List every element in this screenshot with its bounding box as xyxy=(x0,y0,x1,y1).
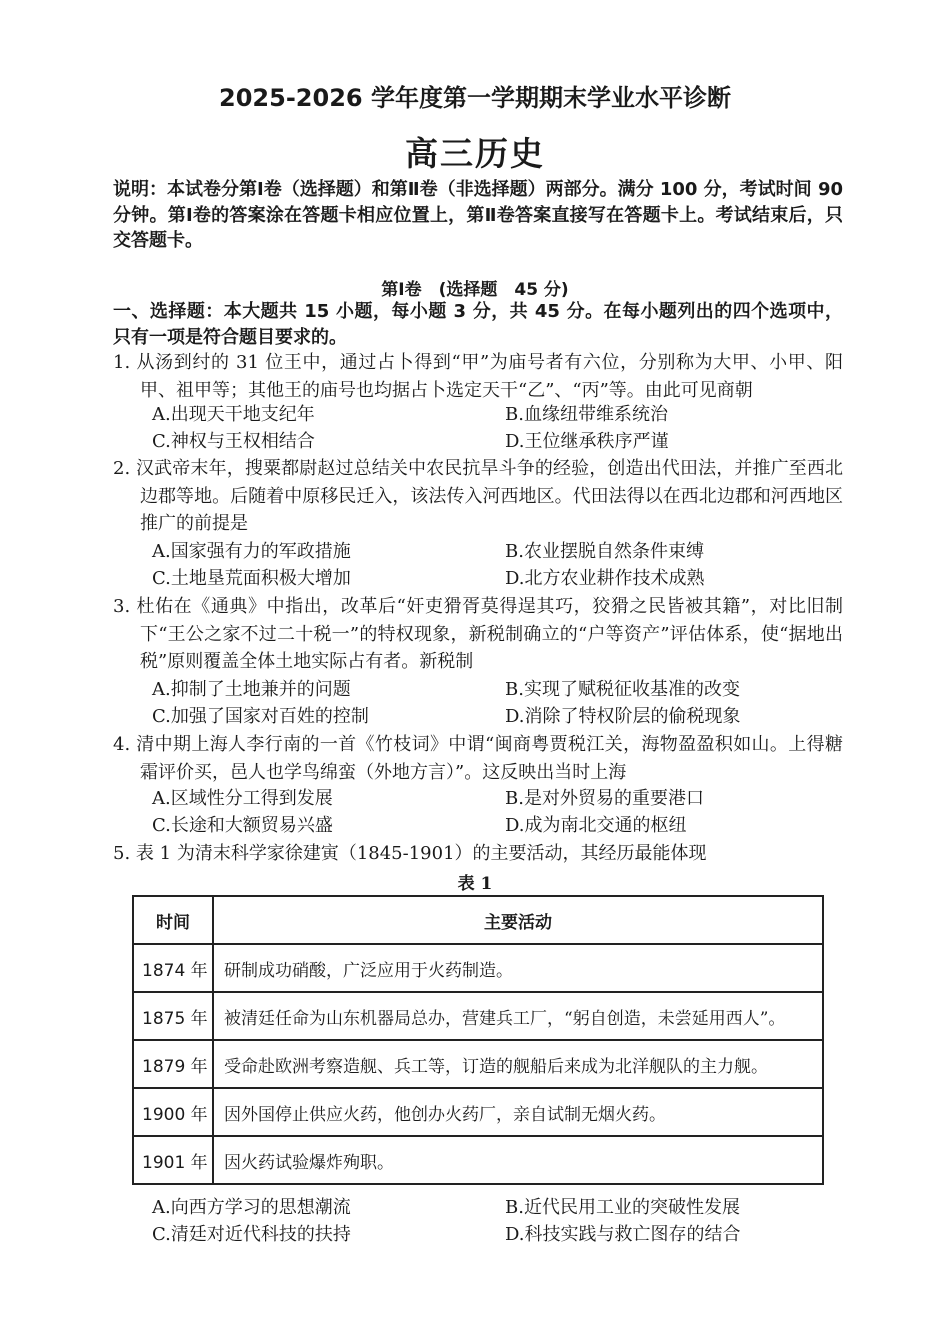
question-stem: 从汤到纣的 31 位王中，通过占卜得到“甲”为庙号者有六位，分别称为大甲、小甲、阳甲、祖甲等；其他王的庙号也均据占卜选定天干“乙”、“丙”等。由此可见商朝 xyxy=(136,352,843,401)
section-intro: 一、选择题：本大题共 15 小题，每小题 3 分，共 45 分。在每小题列出的四个选项中，只有一项是符合题目要求的。 xyxy=(113,301,843,348)
option-b[interactable]: B.是对外贸易的重要港口 xyxy=(505,788,704,809)
row-activity: 因火药试验爆炸殉职。 xyxy=(213,1136,823,1184)
row-year: 1874 年 xyxy=(133,944,213,992)
question-stem: 汉武帝末年，搜粟都尉赵过总结关中农民抗旱斗争的经验，创造出代田法，并推广至西北边郡等地。后随着中原移民迁入，该法传入河西地区。代田法得以在西北边郡和河西地区推广的前提是 xyxy=(136,458,843,534)
row-activity: 研制成功硝酸，广泛应用于火药制造。 xyxy=(213,944,823,992)
question-4-options xyxy=(152,785,852,839)
row-activity: 受命赴欧洲考察造舰、兵工等，订造的舰船后来成为北洋舰队的主力舰。 xyxy=(213,1040,823,1088)
option-c[interactable]: C.清廷对近代科技的扶持 xyxy=(152,1224,351,1245)
option-d[interactable]: D.成为南北交通的枢纽 xyxy=(505,815,687,836)
row-year: 1900 年 xyxy=(133,1088,213,1136)
option-a[interactable]: A.向西方学习的思想潮流 xyxy=(152,1197,351,1218)
row-activity: 被清廷任命为山东机器局总办，营建兵工厂，“躬自创造，未尝延用西人”。 xyxy=(213,992,823,1040)
header-activity: 主要活动 xyxy=(213,896,823,944)
exam-subject: 高三历史 xyxy=(405,134,545,173)
table-caption: 表 1 xyxy=(457,874,493,894)
option-c[interactable]: C.神权与王权相结合 xyxy=(152,431,315,452)
question-1-options xyxy=(152,401,852,455)
instructions-label: 说明： xyxy=(113,179,168,200)
option-a[interactable]: A.出现天干地支纪年 xyxy=(152,404,315,425)
option-b[interactable]: B.近代民用工业的突破性发展 xyxy=(505,1197,740,1218)
question-2-options xyxy=(152,538,852,592)
question-5-options xyxy=(152,1194,852,1248)
table-header-row xyxy=(133,896,823,944)
option-b[interactable]: B.实现了赋税征收基准的改变 xyxy=(505,679,740,700)
question-3-options xyxy=(152,676,852,730)
question-number: 2. xyxy=(113,458,131,479)
question-3 xyxy=(113,593,843,676)
option-c[interactable]: C.加强了国家对百姓的控制 xyxy=(152,706,369,727)
exam-title: 2025-2026 学年度第一学期期末学业水平诊断 xyxy=(219,84,731,112)
option-a[interactable]: A.国家强有力的军政措施 xyxy=(152,541,351,562)
instructions-text: 本试卷分第Ⅰ卷（选择题）和第Ⅱ卷（非选择题）两部分。满分 100 分，考试时间 90 分钟。第Ⅰ卷的答案涂在答题卡相应位置上，第Ⅱ卷答案直接写在答题卡上。考试结束后，只交答题卡。 xyxy=(113,179,844,251)
table-row xyxy=(133,1088,823,1136)
option-a[interactable]: A.区域性分工得到发展 xyxy=(152,788,333,809)
option-b[interactable]: B.农业摆脱自然条件束缚 xyxy=(505,541,704,562)
question-stem: 表 1 为清末科学家徐建寅（1845-1901）的主要活动，其经历最能体现 xyxy=(135,843,707,864)
question-1 xyxy=(113,349,843,404)
row-year: 1879 年 xyxy=(133,1040,213,1088)
table-row xyxy=(133,1040,823,1088)
option-d[interactable]: D.科技实践与救亡图存的结合 xyxy=(505,1224,741,1245)
question-number: 4. xyxy=(113,734,131,755)
question-5 xyxy=(113,840,843,868)
table-row xyxy=(133,992,823,1040)
row-year: 1875 年 xyxy=(133,992,213,1040)
header-time: 时间 xyxy=(133,896,213,944)
question-stem: 清中期上海人李行南的一首《竹枝词》中谓“闽商粤贾税江关，海物盈盈积如山。上得糖霜评价买，邑人也学鸟绵蛮（外地方言）”。这反映出当时上海 xyxy=(136,734,843,783)
option-d[interactable]: D.消除了特权阶层的偷税现象 xyxy=(505,706,741,727)
row-activity: 因外国停止供应火药，他创办火药厂，亲自试制无烟火药。 xyxy=(213,1088,823,1136)
activities-table xyxy=(132,895,824,1185)
question-number: 5. xyxy=(113,843,131,864)
row-year: 1901 年 xyxy=(133,1136,213,1184)
question-stem: 杜佑在《通典》中指出，改革后“奸吏猾胥莫得逞其巧，狡猾之民皆被其籍”，对比旧制下“王公之家不过二十税一”的特权现象，新税制确立的“户等资产”评估体系，使“据地出税”原则覆盖全体土地实际占有者。新税制 xyxy=(136,596,843,672)
question-4 xyxy=(113,731,843,786)
option-b[interactable]: B.血缘纽带维系统治 xyxy=(505,404,668,425)
option-d[interactable]: D.北方农业耕作技术成熟 xyxy=(505,568,705,589)
instructions xyxy=(113,177,843,254)
option-c[interactable]: C.土地垦荒面积极大增加 xyxy=(152,568,351,589)
question-number: 1. xyxy=(113,352,131,373)
question-2 xyxy=(113,455,843,538)
question-number: 3. xyxy=(113,596,131,617)
option-a[interactable]: A.抑制了土地兼并的问题 xyxy=(152,679,351,700)
section-title: 第Ⅰ卷 (选择题 45 分) xyxy=(381,280,569,300)
table-row xyxy=(133,1136,823,1184)
option-d[interactable]: D.王位继承秩序严谨 xyxy=(505,431,669,452)
option-c[interactable]: C.长途和大额贸易兴盛 xyxy=(152,815,333,836)
table-row xyxy=(133,944,823,992)
